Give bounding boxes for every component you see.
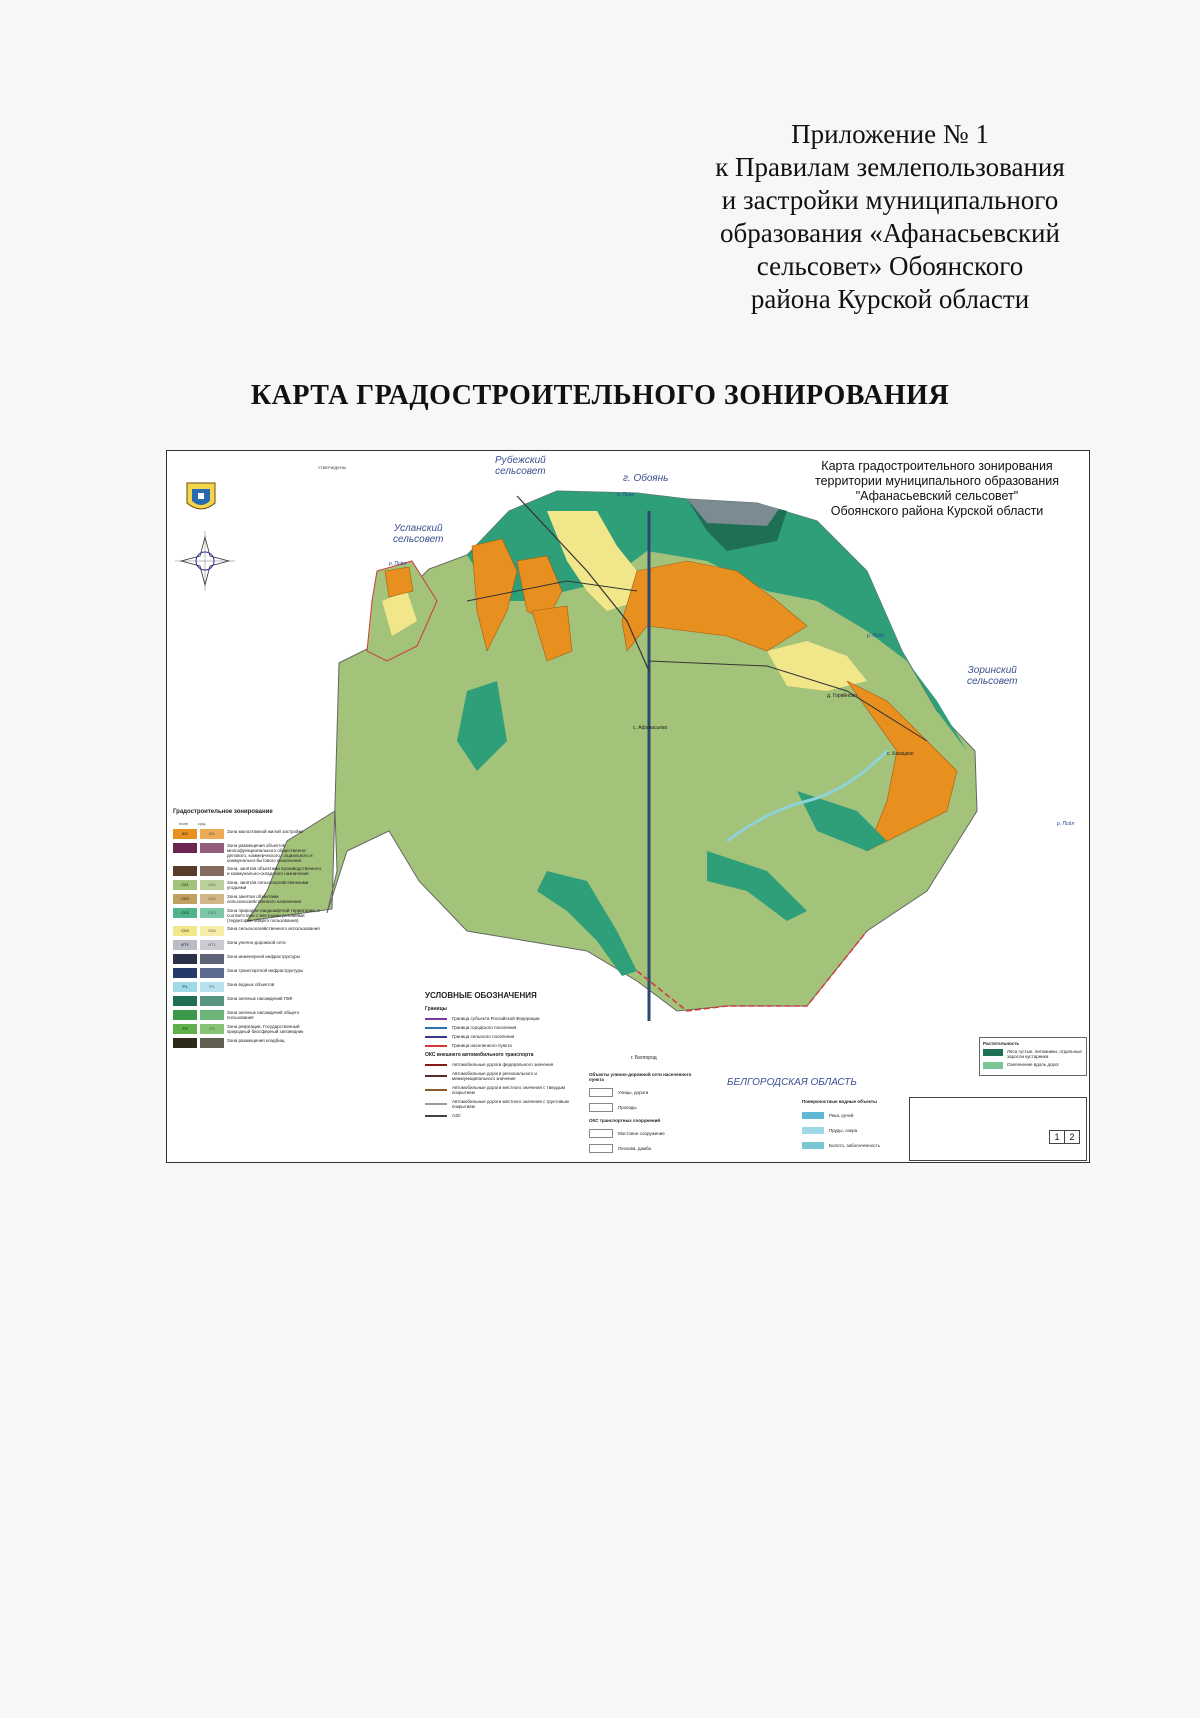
map-title-line: Карта градостроительного зонирования (821, 459, 1053, 473)
legend-swatch-plan (173, 968, 197, 978)
symbols-legend-row (425, 1062, 575, 1067)
vegetation-legend (979, 1037, 1087, 1076)
legend-swatch-plan (173, 996, 197, 1006)
symbols-legend-row (425, 1099, 575, 1109)
appendix-line: Приложение № 1 (791, 119, 989, 149)
title-block-stamp (909, 1097, 1087, 1161)
legend-swatch-exist (200, 866, 224, 876)
legend-swatch (983, 1049, 1003, 1056)
legend-line-sample (425, 1089, 447, 1091)
symbols-legend (425, 991, 575, 1122)
legend-line-sample (425, 1027, 447, 1029)
compass-rose (175, 531, 235, 591)
zoning-legend-head (179, 821, 323, 826)
streets-legend (589, 1069, 699, 1159)
legend-text: АЗС (452, 1113, 461, 1118)
legend-swatch-exist: СХ4 (200, 926, 224, 936)
legend-text: Зона сельскохозяйственного использования (227, 926, 320, 931)
legend-text: Автомобильные дороги местного значения с грунтовым покрытием (452, 1099, 569, 1109)
appendix-block (640, 118, 1140, 316)
streets-legend-row (589, 1103, 699, 1112)
symbols-legend-title: УСЛОВНЫЕ ОБОЗНАЧЕНИЯ (425, 991, 537, 1000)
zoning-legend-title: Градостроительное зонирование (173, 809, 273, 815)
legend-text: Леса густые, питомники, отдельные заросли кустарника (1007, 1049, 1082, 1059)
legend-text: Зона зеленых насаждений общего пользования (227, 1010, 300, 1020)
neighbor-label-line: Зоринский (967, 665, 1017, 676)
legend-swatch-plan: ИТУ (173, 940, 197, 950)
legend-line-sample (425, 1045, 447, 1047)
legend-swatch-exist: Ж1 (200, 829, 224, 839)
legend-text: Зона, занятая сельскохозяйственными угодьями (227, 880, 309, 890)
dam-icon (589, 1144, 613, 1153)
neighbor-label-zorin (967, 665, 1017, 687)
zoning-legend-row (173, 843, 323, 863)
legend-swatch-exist (200, 1010, 224, 1020)
legend-text: Озеленение вдоль дорог (1007, 1062, 1060, 1067)
approval-note (257, 465, 407, 470)
legend-swatch-exist (200, 843, 224, 853)
legend-text: Проезды (618, 1105, 637, 1110)
legend-text: Граница городского поселения (452, 1025, 517, 1030)
legend-text: Зона размещения кладбищ (227, 1038, 285, 1043)
neighbor-label-line: Рубежский (495, 455, 546, 466)
legend-text: Зона улично-дорожной сети (227, 940, 286, 945)
structures-legend-row (589, 1144, 699, 1153)
legend-text: Автомобильные дороги местного значения с твердым покрытием (452, 1085, 565, 1095)
structures-title: ОКС транспортных сооружений (589, 1118, 661, 1123)
legend-swatch (589, 1088, 613, 1097)
legend-swatch (802, 1112, 824, 1119)
legend-swatch-plan (173, 954, 197, 964)
structures-legend-row (589, 1129, 699, 1138)
legend-swatch-plan: СХ4 (173, 926, 197, 936)
zoning-legend-row (173, 880, 323, 891)
neighbor-label-line: сельсовет (495, 466, 546, 477)
symbols-legend-row (425, 1016, 575, 1021)
zoning-map[interactable] (166, 450, 1090, 1163)
water-legend-row (802, 1142, 912, 1149)
legend-text: Зона рекреации. Государственный природный биосферный заповедник (227, 1024, 304, 1034)
vegetation-legend-title: Растительность (983, 1041, 1020, 1046)
legend-text: Зона водных объектов (227, 982, 275, 987)
water-legend-title: Поверхностные водные объекты (802, 1099, 877, 1104)
streets-legend-title: Объекты улично-дорожной сети населенного пункта (589, 1072, 692, 1082)
legend-swatch-plan: СХ1 (173, 880, 197, 890)
legend-swatch (802, 1142, 824, 1149)
neighbor-label-belgorod-oblast: БЕЛГОРОДСКАЯ ОБЛАСТЬ (727, 1077, 857, 1088)
sheet-number: 1 (1049, 1130, 1065, 1144)
legend-swatch (802, 1127, 824, 1134)
legend-swatch-plan (173, 866, 197, 876)
legend-swatch-exist: СХ2 (200, 894, 224, 904)
document-title: КАРТА ГРАДОСТРОИТЕЛЬНОГО ЗОНИРОВАНИЯ (250, 380, 950, 411)
appendix-line: сельсовет» Обоянского (756, 251, 1024, 281)
coat-of-arms (187, 483, 215, 509)
legend-text: Зона малоэтажной жилой застройки (227, 829, 304, 834)
legend-swatch-exist: СХ3 (200, 908, 224, 918)
zoning-legend-row (173, 866, 323, 877)
sheet-numbers (1050, 1130, 1080, 1144)
water-legend-row (802, 1127, 912, 1134)
river-label: р. Псёл (1057, 821, 1075, 827)
appendix-line: образования «Афанасьевский (720, 218, 1060, 248)
settlement-gorainovo: д. Горяйново (827, 693, 857, 699)
neighbor-label-line: сельсовет (967, 676, 1018, 687)
legend-text: Зона занятая объектами сельскохозяйственного назначения (227, 894, 302, 904)
legend-swatch-plan (173, 1038, 197, 1048)
legend-swatch-exist: ИТ1 (200, 940, 224, 950)
legend-swatch-plan: Р1 (173, 982, 197, 992)
legend-swatch-plan: Р3 (173, 1024, 197, 1034)
legend-line-sample (425, 1064, 447, 1066)
vegetation-legend-row (983, 1062, 1083, 1069)
legend-line-sample (425, 1018, 447, 1020)
river-label: р. Псёл (867, 633, 885, 639)
water-legend-row (802, 1112, 912, 1119)
legend-text: Зона природно-ландшафтной территории, в соответствии с местными условиями (территории общего пользования) (227, 908, 320, 923)
legend-swatch (983, 1062, 1003, 1069)
neighbor-label-ulyanin (393, 523, 443, 545)
road-destination-belgorod: г. Белгород (631, 1055, 657, 1061)
legend-swatch-exist: Р1 (200, 982, 224, 992)
neighbor-label-line: Усланский (393, 523, 443, 534)
zoning-legend-row (173, 1038, 323, 1049)
zoning-legend-row (173, 968, 323, 979)
river-label: р. Псёл (389, 561, 407, 567)
legend-line-sample (425, 1103, 447, 1105)
legend-text: Зона транспортной инфраструктуры (227, 968, 304, 973)
zoning-legend-row (173, 954, 323, 965)
streets-legend-row (589, 1088, 699, 1097)
appendix-line: района Курской области (750, 284, 1030, 314)
legend-swatch-exist: СХ1 (200, 880, 224, 890)
legend-text: Улицы, дороги (618, 1090, 649, 1095)
appendix-line: к Правилам землепользования (715, 152, 1065, 182)
map-title-line: территории муниципального образования (815, 474, 1059, 488)
legend-swatch-plan: СХ3 (173, 908, 197, 918)
neighbor-label-line: сельсовет (393, 534, 444, 545)
legend-text: Зона инженерной инфраструктуры (227, 954, 300, 959)
legend-head-plan: план (179, 821, 188, 826)
legend-text: Пруды, озера (829, 1128, 858, 1133)
symbols-legend-row (425, 1071, 575, 1081)
legend-swatch-plan (173, 1010, 197, 1020)
legend-text: Зона размещения объектов многофункционального общественно-делового, коммерческого, социального и коммунально-бытового назначения (227, 843, 313, 863)
legend-text: Граница субъекта Российской Федерации (452, 1016, 540, 1021)
appendix-line: и застройки муниципального (721, 185, 1059, 215)
neighbor-label-oboyan: г. Обоянь (623, 473, 669, 484)
legend-head-exist: сущ (197, 821, 206, 826)
legend-swatch-plan: СХ2 (173, 894, 197, 904)
zoning-legend-row (173, 908, 323, 923)
legend-text: Граница сельского поселения (452, 1034, 515, 1039)
vegetation-legend-row (983, 1049, 1083, 1059)
legend-text: Мостовое сооружение (618, 1131, 665, 1136)
zoning-legend-row (173, 996, 323, 1007)
legend-text: Зона зеленых насаждений ГБФ (227, 996, 293, 1001)
symbols-legend-row (425, 1085, 575, 1095)
legend-text: Автомобильные дороги федерального значения (452, 1062, 554, 1067)
symbols-legend-row (425, 1034, 575, 1039)
water-legend (802, 1099, 912, 1157)
legend-text: Автомобильные дороги регионального и межмуниципального значения (452, 1071, 537, 1081)
legend-swatch-exist (200, 968, 224, 978)
sheet-number: 2 (1064, 1130, 1080, 1144)
borders-section-title: Границы (425, 1006, 447, 1012)
zoning-legend-row (173, 894, 323, 905)
symbols-legend-row (425, 1043, 575, 1048)
zoning-legend-row (173, 1010, 323, 1021)
legend-text: Река, ручей (829, 1113, 854, 1118)
map-title (787, 459, 1087, 519)
approval-line: УТВЕРЖДЕНЫ (317, 465, 347, 470)
map-title-line: "Афанасьевский сельсовет" (855, 489, 1019, 503)
legend-swatch (589, 1103, 613, 1112)
map-title-line: Обоянского района Курской области (830, 504, 1044, 518)
zoning-legend-row (173, 1024, 323, 1035)
legend-swatch-exist (200, 996, 224, 1006)
bridge-icon (589, 1129, 613, 1138)
legend-swatch-plan (173, 843, 197, 853)
neighbor-label-rubezh (495, 455, 546, 477)
legend-swatch-exist (200, 954, 224, 964)
zoning-legend-row (173, 940, 323, 951)
symbols-legend-row (425, 1025, 575, 1030)
settlement-afanasievo: с. Афанасьево (633, 725, 668, 731)
settlement-kazatskoe: с. Казацкое (887, 751, 914, 757)
legend-swatch-plan: Ж1 (173, 829, 197, 839)
legend-text: Граница населенного пункта (452, 1043, 512, 1048)
map-canvas (167, 451, 1089, 1162)
legend-line-sample (425, 1075, 447, 1077)
zoning-legend (173, 809, 323, 1052)
transport-section-title: ОКС внешнего автомобильного транспорта (425, 1052, 534, 1058)
zoning-legend-row (173, 829, 323, 840)
zoning-legend-row (173, 926, 323, 937)
legend-text: Пескова, дамба (618, 1146, 652, 1151)
legend-text: Зона, занятая объектами производственного и коммунально-складского назначения (227, 866, 322, 876)
legend-swatch-exist (200, 1038, 224, 1048)
river-label: р. Псёл (617, 492, 635, 498)
zoning-legend-row (173, 982, 323, 993)
legend-swatch-exist: Р3 (200, 1024, 224, 1034)
legend-text: Болото, заболоченность (829, 1143, 881, 1148)
symbols-legend-row (425, 1113, 575, 1118)
legend-line-sample (425, 1036, 447, 1038)
legend-line-sample (425, 1115, 447, 1117)
